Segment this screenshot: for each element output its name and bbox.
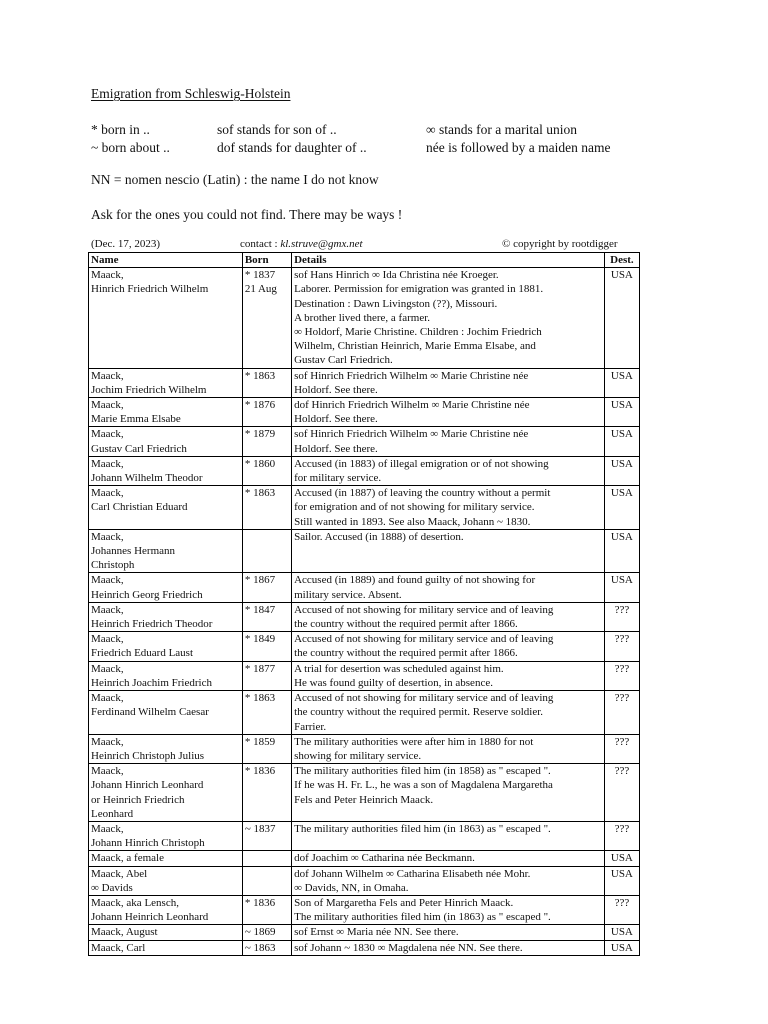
cell-details-line: A brother lived there, a farmer. bbox=[294, 311, 431, 324]
cell-dest: ??? bbox=[604, 821, 639, 850]
cell-born bbox=[242, 661, 291, 690]
cell-born-line: * 1837 bbox=[244, 269, 276, 282]
emigrants-table bbox=[88, 252, 640, 956]
cell-details bbox=[292, 851, 605, 866]
cell-details-line: sof Hinrich Friedrich Wilhelm ∞ Marie Christine née bbox=[294, 428, 529, 441]
legend-row bbox=[91, 121, 651, 139]
cell-name-line: Maack, bbox=[91, 574, 124, 587]
nn-note: NN = nomen nescio (Latin) : the name I do not know bbox=[91, 172, 379, 187]
cell-name-line: Leonhard bbox=[91, 807, 134, 820]
cell-details bbox=[292, 573, 605, 602]
cell-details-line: The military authorities filed him (in 1863) as " escaped ". bbox=[294, 822, 551, 835]
cell-born-line: 21 Aug bbox=[244, 283, 277, 296]
cell-born bbox=[242, 602, 291, 631]
cell-details bbox=[292, 821, 605, 850]
contact-email[interactable]: kl.struve@gmx.net bbox=[280, 238, 363, 250]
cell-name-line: Johann Hinrich Christoph bbox=[91, 837, 205, 850]
cell-name bbox=[89, 940, 243, 955]
legend-son-of: sof stands for son of .. bbox=[217, 122, 337, 137]
cell-born bbox=[242, 398, 291, 427]
cell-details-line: sof Hinrich Friedrich Wilhelm ∞ Marie Christine née bbox=[294, 369, 529, 382]
cell-born-line: * 1836 bbox=[244, 896, 276, 909]
cell-dest: USA bbox=[604, 940, 639, 955]
cell-details-line: the country without the required permit. Reserve soldier. bbox=[294, 706, 544, 719]
cell-name-line: Friedrich Eduard Laust bbox=[91, 647, 194, 660]
cell-born-line: * 1863 bbox=[244, 692, 276, 705]
cell-name-line: Maack, Carl bbox=[91, 941, 146, 954]
cell-name bbox=[89, 866, 243, 895]
table-header-row bbox=[89, 253, 640, 268]
cell-name-line: Maack, bbox=[91, 765, 124, 778]
document-date: (Dec. 17, 2023) bbox=[91, 238, 161, 250]
cell-name bbox=[89, 368, 243, 397]
cell-details-line: dof Johann Wilhelm ∞ Catharina Elisabeth née Mohr. bbox=[294, 867, 531, 880]
cell-name bbox=[89, 486, 243, 530]
cell-details-line: The military authorities filed him (in 1863) as " escaped ". bbox=[294, 911, 551, 924]
cell-name-line: Maack, bbox=[91, 530, 124, 543]
cell-details-line: sof Ernst ∞ Maria née NN. See there. bbox=[294, 926, 459, 939]
cell-born bbox=[242, 821, 291, 850]
cell-details-line: showing for military service. bbox=[294, 749, 422, 762]
cell-details bbox=[292, 529, 605, 573]
cell-details-line: Holdorf. See there. bbox=[294, 442, 378, 455]
cell-born bbox=[242, 940, 291, 955]
cell-name-line: Hinrich Friedrich Wilhelm bbox=[91, 283, 209, 296]
table-row bbox=[89, 764, 640, 822]
cell-born bbox=[242, 456, 291, 485]
cell-name-line: Heinrich Joachim Friedrich bbox=[91, 676, 212, 689]
cell-details-line: Sailor. Accused (in 1888) of desertion. bbox=[294, 530, 464, 543]
cell-details-line: Fels and Peter Heinrich Maack. bbox=[294, 793, 434, 806]
cell-details-line: dof Hinrich Friedrich Wilhelm ∞ Marie Christine née bbox=[294, 399, 530, 412]
table-row bbox=[89, 602, 640, 631]
cell-details bbox=[292, 398, 605, 427]
cell-dest: USA bbox=[604, 268, 639, 368]
cell-name-line: Maack, bbox=[91, 269, 124, 282]
cell-born-line: * 1879 bbox=[244, 428, 276, 441]
cell-born-line: * 1867 bbox=[244, 574, 276, 587]
cell-name-line: Maack, August bbox=[91, 926, 158, 939]
cell-name bbox=[89, 821, 243, 850]
cell-dest: USA bbox=[604, 427, 639, 456]
cell-name-line: Maack, bbox=[91, 633, 124, 646]
cell-born bbox=[242, 573, 291, 602]
table-row bbox=[89, 940, 640, 955]
table-row bbox=[89, 486, 640, 530]
table-row bbox=[89, 895, 640, 924]
cell-born bbox=[242, 895, 291, 924]
cell-details bbox=[292, 764, 605, 822]
cell-name bbox=[89, 398, 243, 427]
cell-born-line: ~ 1869 bbox=[244, 926, 276, 939]
cell-name-line: Maack, a female bbox=[91, 852, 164, 865]
cell-name-line: Heinrich Christoph Julius bbox=[91, 749, 205, 762]
cell-born bbox=[242, 632, 291, 661]
cell-born bbox=[242, 529, 291, 573]
cell-name bbox=[89, 529, 243, 573]
cell-details-line: Son of Margaretha Fels and Peter Hinrich Maack. bbox=[294, 896, 514, 909]
cell-name bbox=[89, 573, 243, 602]
table-row bbox=[89, 661, 640, 690]
contact-label: contact : bbox=[240, 238, 278, 250]
legend-row bbox=[91, 139, 651, 157]
cell-dest: USA bbox=[604, 573, 639, 602]
cell-name bbox=[89, 764, 243, 822]
cell-name bbox=[89, 734, 243, 763]
table-row bbox=[89, 925, 640, 940]
cell-born bbox=[242, 764, 291, 822]
table-row bbox=[89, 851, 640, 866]
cell-name-line: Marie Emma Elsabe bbox=[91, 413, 181, 426]
table-row bbox=[89, 427, 640, 456]
cell-dest: ??? bbox=[604, 661, 639, 690]
legend-daughter-of: dof stands for daughter of .. bbox=[217, 140, 367, 155]
header-details: Details bbox=[292, 253, 605, 268]
cell-born bbox=[242, 368, 291, 397]
cell-details-line: dof Joachim ∞ Catharina née Beckmann. bbox=[294, 852, 475, 865]
cell-dest: ??? bbox=[604, 895, 639, 924]
cell-born bbox=[242, 866, 291, 895]
cell-details-line: Accused of not showing for military service and of leaving bbox=[294, 603, 554, 616]
ask-note: Ask for the ones you could not find. There may be ways ! bbox=[91, 207, 403, 222]
table-row bbox=[89, 268, 640, 368]
cell-born bbox=[242, 851, 291, 866]
cell-details-line: Accused (in 1887) of leaving the country without a permit bbox=[294, 487, 551, 500]
cell-name-line: Maack, bbox=[91, 822, 124, 835]
cell-born bbox=[242, 486, 291, 530]
cell-details-line: for emigration and of not showing for military service. bbox=[294, 501, 535, 514]
cell-details-line: Holdorf. See there. bbox=[294, 383, 378, 396]
cell-born bbox=[242, 925, 291, 940]
cell-name-line: Maack, bbox=[91, 428, 124, 441]
cell-details bbox=[292, 925, 605, 940]
cell-details bbox=[292, 632, 605, 661]
document-title: Emigration from Schleswig-Holstein bbox=[91, 86, 291, 101]
cell-dest: ??? bbox=[604, 632, 639, 661]
cell-name bbox=[89, 895, 243, 924]
cell-details-line: Still wanted in 1893. See also Maack, Johann ~ 1830. bbox=[294, 515, 531, 528]
cell-details-line: Accused of not showing for military service and of leaving bbox=[294, 692, 554, 705]
cell-name-line: Maack, bbox=[91, 399, 124, 412]
cell-details-line: ∞ Holdorf, Marie Christine. Children : Jochim Friedrich bbox=[294, 326, 542, 339]
cell-details-line: sof Johann ~ 1830 ∞ Magdalena née NN. See there. bbox=[294, 941, 523, 954]
cell-name bbox=[89, 632, 243, 661]
cell-born-line: * 1877 bbox=[244, 662, 276, 675]
cell-born-line: * 1849 bbox=[244, 633, 276, 646]
cell-details-line: The military authorities were after him in 1880 for not bbox=[294, 735, 534, 748]
cell-details bbox=[292, 691, 605, 735]
table-row bbox=[89, 632, 640, 661]
cell-name-line: Maack, Abel bbox=[91, 867, 148, 880]
cell-details bbox=[292, 661, 605, 690]
cell-name-line: Carl Christian Eduard bbox=[91, 501, 188, 514]
legend-maiden-name: née is followed by a maiden name bbox=[426, 140, 611, 155]
table-row bbox=[89, 368, 640, 397]
legend-born-about: ~ born about .. bbox=[91, 140, 170, 155]
table-row bbox=[89, 734, 640, 763]
cell-name-line: Gustav Carl Friedrich bbox=[91, 442, 187, 455]
cell-born bbox=[242, 268, 291, 368]
cell-dest: USA bbox=[604, 529, 639, 573]
cell-born bbox=[242, 691, 291, 735]
header-born: Born bbox=[242, 253, 291, 268]
cell-details-line: Holdorf. See there. bbox=[294, 413, 378, 426]
cell-name-line: Maack, bbox=[91, 662, 124, 675]
cell-name bbox=[89, 268, 243, 368]
cell-details-line: Wilhelm, Christian Heinrich, Marie Emma Elsabe, and bbox=[294, 340, 536, 353]
cell-dest: USA bbox=[604, 368, 639, 397]
cell-born-line: * 1876 bbox=[244, 399, 276, 412]
cell-born-line: * 1863 bbox=[244, 487, 276, 500]
cell-details-line: ∞ Davids, NN, in Omaha. bbox=[294, 881, 409, 894]
cell-details-line: Destination : Dawn Livingston (??), Missouri. bbox=[294, 297, 498, 310]
cell-name-line: Maack, bbox=[91, 369, 124, 382]
cell-name-line: Johannes Hermann bbox=[91, 545, 176, 558]
cell-born bbox=[242, 427, 291, 456]
table-body bbox=[89, 268, 640, 956]
cell-details-line: Accused (in 1883) of illegal emigration or of not showing bbox=[294, 457, 549, 470]
cell-name-line: or Heinrich Friedrich bbox=[91, 793, 185, 806]
cell-born-line: ~ 1837 bbox=[244, 822, 276, 835]
cell-details-line: Gustav Carl Friedrich. bbox=[294, 354, 393, 367]
table-row bbox=[89, 529, 640, 573]
cell-name-line: Heinrich Georg Friedrich bbox=[91, 588, 203, 601]
table-row bbox=[89, 398, 640, 427]
cell-details-line: A trial for desertion was scheduled against him. bbox=[294, 662, 504, 675]
cell-details bbox=[292, 368, 605, 397]
cell-details bbox=[292, 486, 605, 530]
cell-name-line: Maack, bbox=[91, 692, 124, 705]
cell-details-line: military service. Absent. bbox=[294, 588, 402, 601]
cell-name-line: Jochim Friedrich Wilhelm bbox=[91, 383, 207, 396]
table-row bbox=[89, 691, 640, 735]
cell-details bbox=[292, 940, 605, 955]
cell-details-line: Laborer. Permission for emigration was granted in 1881. bbox=[294, 283, 544, 296]
cell-name bbox=[89, 602, 243, 631]
table-row bbox=[89, 866, 640, 895]
legend bbox=[91, 121, 651, 157]
table-row bbox=[89, 573, 640, 602]
cell-name-line: Johann Hinrich Leonhard bbox=[91, 779, 204, 792]
table-row bbox=[89, 821, 640, 850]
cell-details bbox=[292, 895, 605, 924]
legend-marital-union: ∞ stands for a marital union bbox=[426, 122, 577, 137]
cell-born-line: * 1863 bbox=[244, 369, 276, 382]
cell-dest: USA bbox=[604, 456, 639, 485]
cell-name bbox=[89, 456, 243, 485]
cell-dest: ??? bbox=[604, 734, 639, 763]
cell-born bbox=[242, 734, 291, 763]
cell-details bbox=[292, 866, 605, 895]
cell-born-line: ~ 1863 bbox=[244, 941, 276, 954]
cell-details-line: Accused of not showing for military service and of leaving bbox=[294, 633, 554, 646]
cell-dest: USA bbox=[604, 925, 639, 940]
cell-details bbox=[292, 268, 605, 368]
cell-details-line: He was found guilty of desertion, in absence. bbox=[294, 676, 493, 689]
cell-born-line: * 1860 bbox=[244, 457, 276, 470]
contact bbox=[240, 238, 363, 250]
cell-details-line: Farrier. bbox=[294, 720, 327, 733]
table-row bbox=[89, 456, 640, 485]
cell-name-line: Christoph bbox=[91, 559, 135, 572]
cell-details-line: If he was H. Fr. L., he was a son of Magdalena Margaretha bbox=[294, 779, 553, 792]
cell-born-line: * 1836 bbox=[244, 765, 276, 778]
cell-name-line: ∞ Davids bbox=[91, 881, 133, 894]
cell-name-line: Johann Wilhelm Theodor bbox=[91, 472, 203, 485]
cell-dest: USA bbox=[604, 851, 639, 866]
cell-details-line: Accused (in 1889) and found guilty of not showing for bbox=[294, 574, 536, 587]
cell-details bbox=[292, 734, 605, 763]
cell-details-line: the country without the required permit after 1866. bbox=[294, 647, 518, 660]
cell-name-line: Maack, bbox=[91, 487, 124, 500]
cell-name-line: Johann Heinrich Leonhard bbox=[91, 911, 209, 924]
cell-details-line: The military authorities filed him (in 1858) as " escaped ". bbox=[294, 765, 551, 778]
cell-dest: USA bbox=[604, 866, 639, 895]
cell-name bbox=[89, 661, 243, 690]
cell-name-line: Maack, bbox=[91, 735, 124, 748]
legend-born-in: * born in .. bbox=[91, 122, 150, 137]
cell-name bbox=[89, 691, 243, 735]
cell-name-line: Heinrich Friedrich Theodor bbox=[91, 618, 213, 631]
cell-name-line: Maack, bbox=[91, 457, 124, 470]
cell-details-line: the country without the required permit after 1866. bbox=[294, 618, 518, 631]
copyright: © copyright by rootdigger bbox=[502, 238, 618, 250]
cell-name-line: Ferdinand Wilhelm Caesar bbox=[91, 706, 209, 719]
cell-born-line: * 1859 bbox=[244, 735, 276, 748]
cell-name bbox=[89, 427, 243, 456]
cell-name bbox=[89, 925, 243, 940]
cell-name bbox=[89, 851, 243, 866]
cell-name-line: Maack, aka Lensch, bbox=[91, 896, 179, 909]
cell-dest: USA bbox=[604, 486, 639, 530]
header-dest: Dest. bbox=[604, 253, 639, 268]
cell-dest: USA bbox=[604, 398, 639, 427]
cell-details bbox=[292, 427, 605, 456]
cell-dest: ??? bbox=[604, 602, 639, 631]
cell-dest: ??? bbox=[604, 764, 639, 822]
cell-details-line: sof Hans Hinrich ∞ Ida Christina née Kroeger. bbox=[294, 269, 499, 282]
cell-details bbox=[292, 602, 605, 631]
cell-born-line: * 1847 bbox=[244, 603, 276, 616]
cell-dest: ??? bbox=[604, 691, 639, 735]
cell-name-line: Maack, bbox=[91, 603, 124, 616]
cell-details bbox=[292, 456, 605, 485]
cell-details-line: for military service. bbox=[294, 472, 382, 485]
header-name: Name bbox=[89, 253, 243, 268]
